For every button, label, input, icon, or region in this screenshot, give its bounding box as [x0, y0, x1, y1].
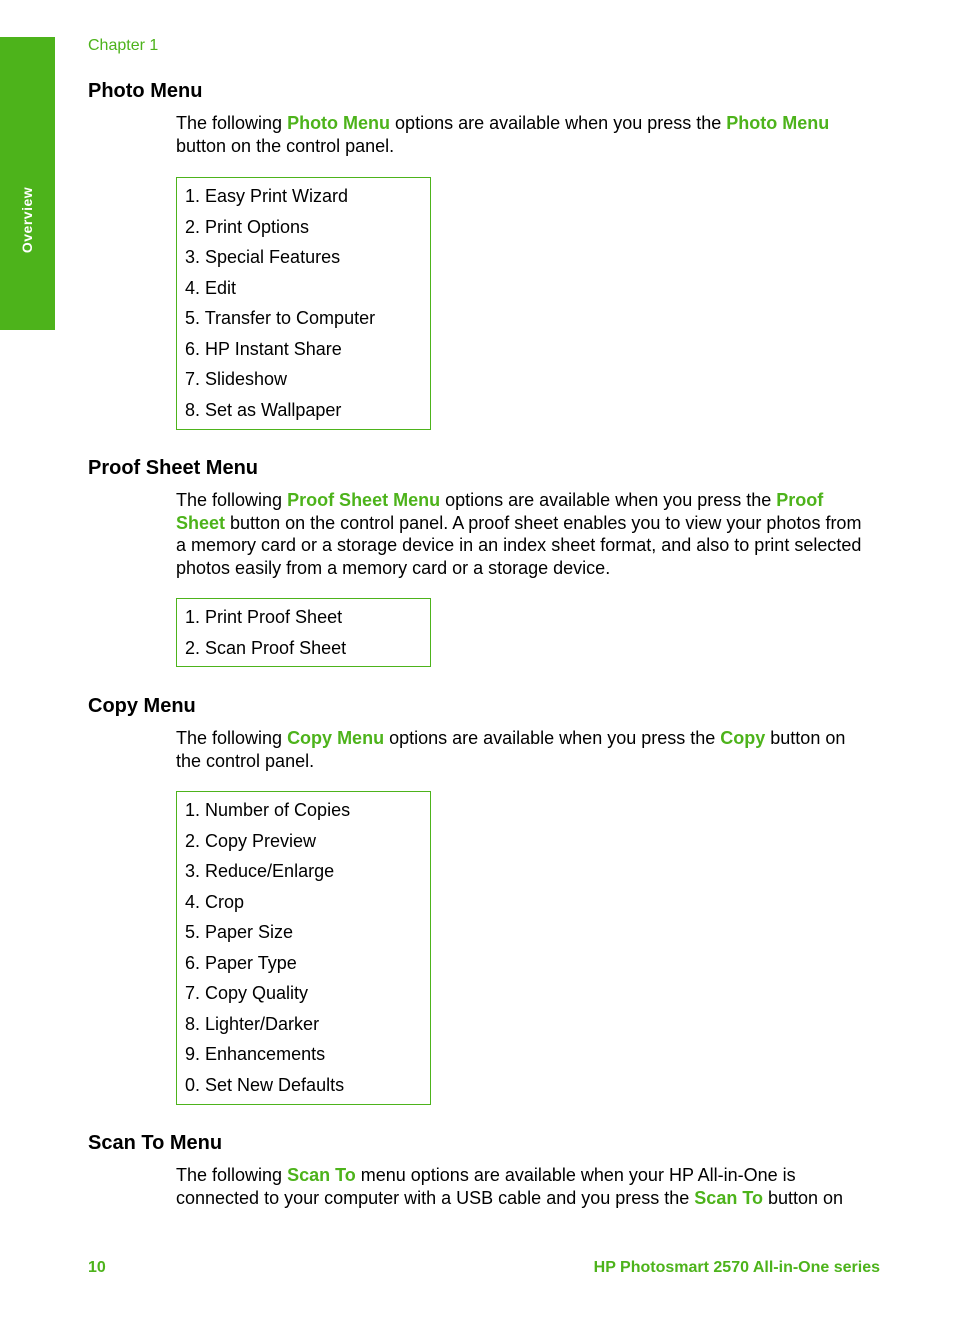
highlight-menu-name: Proof Sheet Menu: [287, 490, 441, 510]
intro-text: options are available when you press the: [390, 113, 727, 133]
menu-item: 1. Print Proof Sheet: [185, 607, 343, 627]
photo-menu-list: [176, 177, 431, 430]
proof-sheet-menu-list: [176, 598, 431, 667]
copy-menu-intro: [176, 727, 866, 772]
intro-text: The following: [176, 490, 288, 510]
intro-text: options are available when you press the: [384, 728, 721, 748]
menu-item: 6. HP Instant Share: [185, 338, 342, 359]
menu-item: 1. Number of Copies: [185, 800, 351, 820]
photo-menu-heading: Photo Menu: [88, 80, 203, 102]
chapter-label: Chapter 1: [88, 37, 159, 54]
menu-item: 5. Paper Size: [185, 922, 294, 942]
menu-item: 8. Lighter/Darker: [185, 1013, 320, 1034]
intro-text: The following: [176, 1165, 288, 1185]
highlight-button-name: Photo Menu: [726, 113, 830, 133]
highlight-menu-name: Photo Menu: [287, 113, 391, 133]
menu-item: 4. Crop: [185, 891, 245, 912]
menu-item: 2. Copy Preview: [185, 830, 317, 851]
proof-sheet-menu-heading: Proof Sheet Menu: [88, 457, 259, 479]
menu-item: 4. Edit: [185, 277, 237, 298]
copy-menu-list: [176, 791, 431, 1105]
intro-text: The following: [176, 728, 288, 748]
page-number: 10: [88, 1259, 106, 1276]
intro-text: menu options are available when your HP All-in-One is connected to your computer with a USB cable and you press the: [176, 1165, 796, 1208]
copy-menu-heading: Copy Menu: [88, 695, 196, 717]
intro-text: options are available when you press the: [440, 490, 777, 510]
highlight-menu-name: Copy Menu: [287, 728, 385, 748]
intro-text: button on the control panel.: [176, 135, 395, 156]
menu-item: 3. Reduce/Enlarge: [185, 861, 335, 881]
highlight-menu-name: Scan To: [287, 1165, 356, 1185]
scan-to-menu-intro: [176, 1164, 866, 1209]
intro-text: button on: [762, 1187, 844, 1208]
menu-item: 2. Scan Proof Sheet: [185, 637, 347, 658]
menu-item: 7. Slideshow: [185, 369, 288, 389]
intro-text: The following: [176, 113, 288, 133]
photo-menu-intro: [176, 112, 866, 157]
scan-to-menu-heading: Scan To Menu: [88, 1132, 223, 1154]
menu-item: 6. Paper Type: [185, 952, 297, 973]
proof-sheet-menu-intro: [176, 489, 866, 579]
intro-text: button on the control panel.: [176, 728, 846, 771]
intro-text: button on the control panel. A proof sheet enables you to view your photos from a memory card or a storage device in an index sheet format, and also to print selected photos easily from a memory card or a storage device.: [176, 512, 862, 578]
highlight-button-name: Scan To: [694, 1187, 763, 1208]
menu-item: 1. Easy Print Wizard: [185, 186, 349, 206]
product-name: HP Photosmart 2570 All-in-One series: [593, 1259, 880, 1276]
menu-item: 9. Enhancements: [185, 1044, 326, 1064]
menu-item: 2. Print Options: [185, 216, 310, 237]
menu-item: 7. Copy Quality: [185, 983, 309, 1003]
menu-item: 5. Transfer to Computer: [185, 308, 376, 328]
highlight-button-name: Proof Sheet: [176, 490, 824, 533]
highlight-button-name: Copy: [720, 728, 766, 748]
menu-item: 0. Set New Defaults: [185, 1074, 345, 1095]
side-tab-label: Overview: [19, 186, 35, 254]
menu-item: 8. Set as Wallpaper: [185, 399, 342, 420]
menu-item: 3. Special Features: [185, 247, 341, 267]
side-tab: [0, 37, 55, 330]
